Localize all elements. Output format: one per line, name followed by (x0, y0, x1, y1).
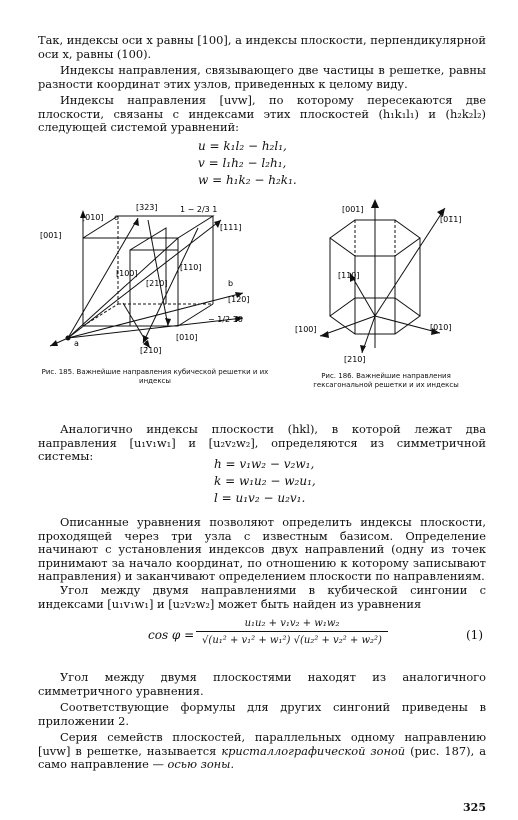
label-100: [100] (116, 269, 138, 278)
zone-text-mid: (рис. 187), а само направление — (38, 743, 486, 772)
label-010-bottom: [010] (176, 333, 198, 342)
label-fraction-direction: 1 − 2/3 1 (180, 205, 218, 214)
label-010-top: [010] (82, 213, 104, 222)
label-2bar10: [2̄10] (140, 346, 162, 355)
paragraph-crystallographic-zone (38, 731, 486, 772)
paragraph-plane-intersection: Индексы направления [uvw], по которому пересекаются две плоскости, связаны с индексами этих плоскостей (h₁k₁l₁) и (h₂k₂l₂) следующей системой уравнений: (38, 93, 486, 135)
label-110-inner: [110] (180, 263, 202, 272)
label-hex-210: [210] (344, 355, 366, 364)
equation-h: h = v₁w₂ − v₂w₁, (214, 457, 315, 471)
label-b: b (228, 279, 234, 288)
label-hex-01bar1: [01̄1] (440, 215, 462, 224)
label-minus-half-10: − 1/2 10 (208, 315, 243, 324)
equation-v: v = l₁h₂ − l₂h₁, (198, 156, 287, 170)
equation-u: u = k₁l₂ − h₂l₁, (198, 139, 287, 153)
label-a: a (74, 339, 79, 348)
figure-185-cubic-directions (38, 198, 288, 358)
label-c: c (114, 213, 119, 222)
label-hex-100: [100] (295, 325, 317, 334)
equation-w: w = h₁k₂ − h₂k₁. (198, 173, 297, 187)
label-001: [001] (40, 231, 62, 240)
equation-number-1: (1) (466, 628, 483, 642)
zone-term: кристаллографической зоной (221, 743, 406, 758)
equation-l: l = u₁v₂ − u₂v₁. (214, 491, 306, 505)
paragraph-angle-directions: Угол между двумя направлениями в кубической сингонии с индексами [u₁v₁w₁] и [u₂v₂w₂] может быть найден из уравнения (38, 583, 486, 611)
figure-185-caption: Рис. 185. Важнейшие направления кубической решетки и их индексы (41, 368, 269, 385)
figure-186-hexagonal-directions (290, 198, 480, 368)
label-323: [323] (136, 203, 158, 212)
paragraph-axis-x-indices: Так, индексы оси x равны [100], а индексы плоскости, перпендикулярной оси x, равны (100). (38, 33, 486, 61)
label-120: [120] (228, 295, 250, 304)
paragraph-direction-indices: Индексы направления, связывающего две частицы в решетке, равны разности координат этих узлов, приведенных к целому виду. (38, 63, 486, 91)
cos-formula-denominator: √(u₁² + v₁² + w₁²) √(u₂² + v₂² + w₂²) (202, 635, 382, 646)
zone-text-start: Серия семейств плоскостей, параллельных одному направлению [uvw] в решетке, называется (38, 730, 486, 758)
paragraph-appendix: Соответствующие формулы для других сингоний приведены в приложении 2. (38, 700, 486, 728)
label-210: [210] (146, 279, 168, 288)
paragraph-angle-planes: Угол между двумя плоскостями находят из аналогичного симметричного уравнения. (38, 670, 486, 698)
label-111: [111] (220, 223, 242, 232)
cos-formula-lhs: cos φ = (148, 628, 195, 642)
label-hex-110: [110] (338, 271, 360, 280)
paragraph-three-nodes: Описанные уравнения позволяют определить индексы плоскости, проходящей через три узла с известным базисом. Определение начинают с установления индексов двух направлений (одну из точек принимают за начало координат, по отношению к которому записывают направления) и заканчивают определением плоскости по направлениям. (38, 515, 486, 584)
label-hex-001: [001] (342, 205, 364, 214)
label-hex-010: [010] (430, 323, 452, 332)
page-number: 325 (463, 801, 486, 814)
paragraph-plane-from-directions: Аналогично индексы плоскости (hkl), в которой лежат два направления [u₁v₁w₁] и [u₂v₂w₂], определяются из симметричной системы: (38, 422, 486, 464)
equation-k: k = w₁u₂ − w₂u₁, (214, 474, 316, 488)
zone-axis-term: осью зоны. (167, 757, 235, 772)
cos-formula-numerator: u₁u₂ + v₁v₂ + w₁w₂ (196, 618, 388, 632)
cos-formula-fraction (196, 618, 388, 646)
figure-186-caption: Рис. 186. Важнейшие направления гексагональной решетки и их индексы (313, 372, 459, 389)
